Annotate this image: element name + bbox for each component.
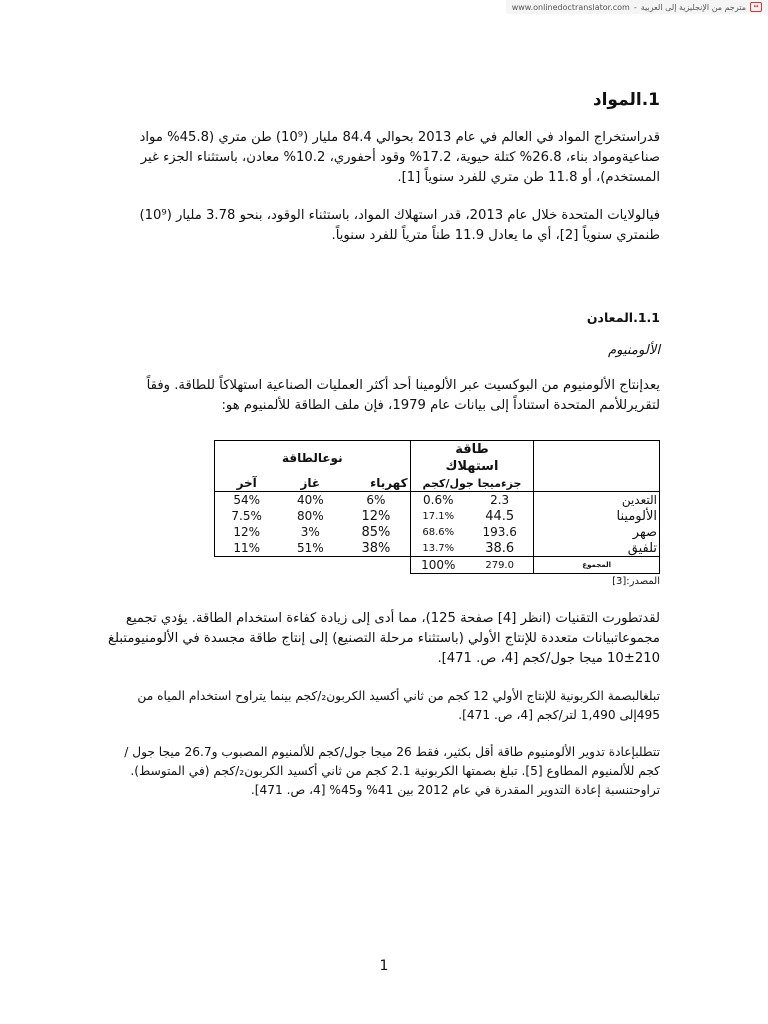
cell-electricity: 6% xyxy=(366,493,386,507)
cell-electricity: 38% xyxy=(342,540,410,557)
paragraph-world-extraction: قدراستخراج المواد في العالم في عام 2013 بحوالي 84.4 مليار (10⁹) طن متري (45.8% مواد صناعيةومواد بناء، 26.8% كتلة حيوية، 17.2% وقود أحفوري، 10.2% معادن، باستثناء الجزء غير المستخدم)، أو 11.8 طن متري للفرد سنوياً [1]. xyxy=(139,130,660,185)
paragraph-recycling: تتطلبإعادة تدوير الألومنيوم طاقة أقل بكثير، فقط 26 ميجا جول/كجم للألمنيوم المصبوب و26.7 ميجا جول /كجم للألمنيوم المطاوع [5]. تبلغ بصمتها الكربونية 2.1 كجم من ثاني أكسيد الكربون₂/كجم (في المتوسط). تراوحتنسبة إعادة التدوير المقدرة في عام 2012 بين 41% و45% [4، ص. 471]. xyxy=(124,745,660,797)
cell-value: 2.3 xyxy=(490,493,510,507)
translator-separator: - xyxy=(633,2,637,12)
header-energy-type: نوعالطاقة xyxy=(215,441,411,476)
header-empty xyxy=(534,441,660,476)
cell-percent: 13.7% xyxy=(410,540,466,557)
col-header-electricity: كهرباء xyxy=(342,475,410,492)
total-value: 279.0 xyxy=(466,557,534,574)
table-row xyxy=(215,508,660,524)
energy-table-wrapper xyxy=(105,440,660,587)
table-row xyxy=(215,492,660,509)
cell-gas: 40% xyxy=(296,493,324,507)
table-row xyxy=(215,540,660,557)
cell-value: 38.6 xyxy=(466,540,534,557)
cell-percent: 17.1% xyxy=(410,508,466,524)
cell-stage: الألومينا xyxy=(534,508,660,524)
paragraph-carbon-footprint: تبلغالبصمة الكربونية للإنتاج الأولي 12 كجم من ثاني أكسيد الكربون₂/كجم بينما يتراوح استخدام المياه من 495إلى 1,490 لتر/كجم [4، ص. 471]. xyxy=(137,689,660,722)
cell-percent: 68.6% xyxy=(410,524,466,540)
cell-gas: 80% xyxy=(296,509,324,523)
cell-value: 44.5 xyxy=(485,508,515,524)
table-source: المصدر:[3] xyxy=(612,576,660,587)
cell-stage: تلفيق xyxy=(534,540,660,557)
translator-logo-icon: ↔ xyxy=(750,2,762,12)
section-title-metals: 1.1.المعادن xyxy=(586,310,660,325)
cell-electricity: 85% xyxy=(361,524,391,540)
table-row xyxy=(215,524,660,540)
cell-other: 7.5% xyxy=(215,508,279,524)
section-title-materials: 1.المواد xyxy=(592,90,660,110)
cell-percent: 0.6% xyxy=(410,492,466,509)
paragraph-aluminum-intro: يعدإنتاج الألومنيوم من البوكسيت عبر الألومينا أحد أكثر العمليات الصناعية استهلاكاً للطاقة. وفقاً لتقريرللأمم المتحدة استناداً إلى بيانات عام 1979، فإن ملف الطاقة للألمنيوم هو: xyxy=(146,378,660,413)
cell-gas: 51% xyxy=(278,540,342,557)
translator-url[interactable]: www.onlinedoctranslator.com xyxy=(511,2,630,12)
header-consumption-2: استهلاك xyxy=(410,458,534,475)
col-header-part: جزءميجا جول/كجم xyxy=(410,475,534,492)
cell-value: 193.6 xyxy=(482,525,517,539)
energy-profile-table xyxy=(214,440,660,574)
cell-stage: التعدين xyxy=(534,492,660,509)
cell-other: 11% xyxy=(215,540,279,557)
translator-bar xyxy=(506,0,768,14)
cell-electricity: 12% xyxy=(361,508,391,524)
col-header-other: آخر xyxy=(215,475,279,492)
document-page xyxy=(105,90,660,800)
table-total-row xyxy=(215,557,660,574)
subsection-aluminum: الألومنيوم xyxy=(607,343,660,358)
translator-service: مترجم من الإنجليزية إلى العربية xyxy=(640,2,746,12)
header-consumption-1: طاقة xyxy=(410,441,534,459)
total-empty xyxy=(215,557,411,574)
col-header-gas: غاز xyxy=(278,475,342,492)
total-percent: 100% xyxy=(410,557,466,574)
cell-stage: صهر xyxy=(534,524,660,540)
paragraph-embodied-energy: لقدتطورت التقنيات (انظر [4] صفحة 125)، مما أدى إلى زيادة كفاءة استخدام الطاقة. يؤدي تجميع مجموعاتبيانات متعددة للإنتاج الأولي (باستثناء مرحلة التصنيع) إلى إنتاج طاقة مجسدة في الألومنيومتبلغ 210±10 ميجا جول/كجم [4، ص. 471]. xyxy=(107,611,660,666)
page-number: 1 xyxy=(379,958,389,974)
col-header-empty xyxy=(534,475,660,492)
total-label: المجموع xyxy=(534,557,660,574)
cell-gas: 3% xyxy=(300,525,320,539)
cell-other: 54% xyxy=(215,492,279,509)
paragraph-us-consumption: فيالولايات المتحدة خلال عام 2013، قدر استهلاك المواد، باستثناء الوقود، بنحو 3.78 مليار (10⁹) طنمتري سنوياً [2]، أي ما يعادل 11.9 طناً مترياً للفرد سنوياً. xyxy=(139,208,660,243)
cell-other: 12% xyxy=(215,524,279,540)
